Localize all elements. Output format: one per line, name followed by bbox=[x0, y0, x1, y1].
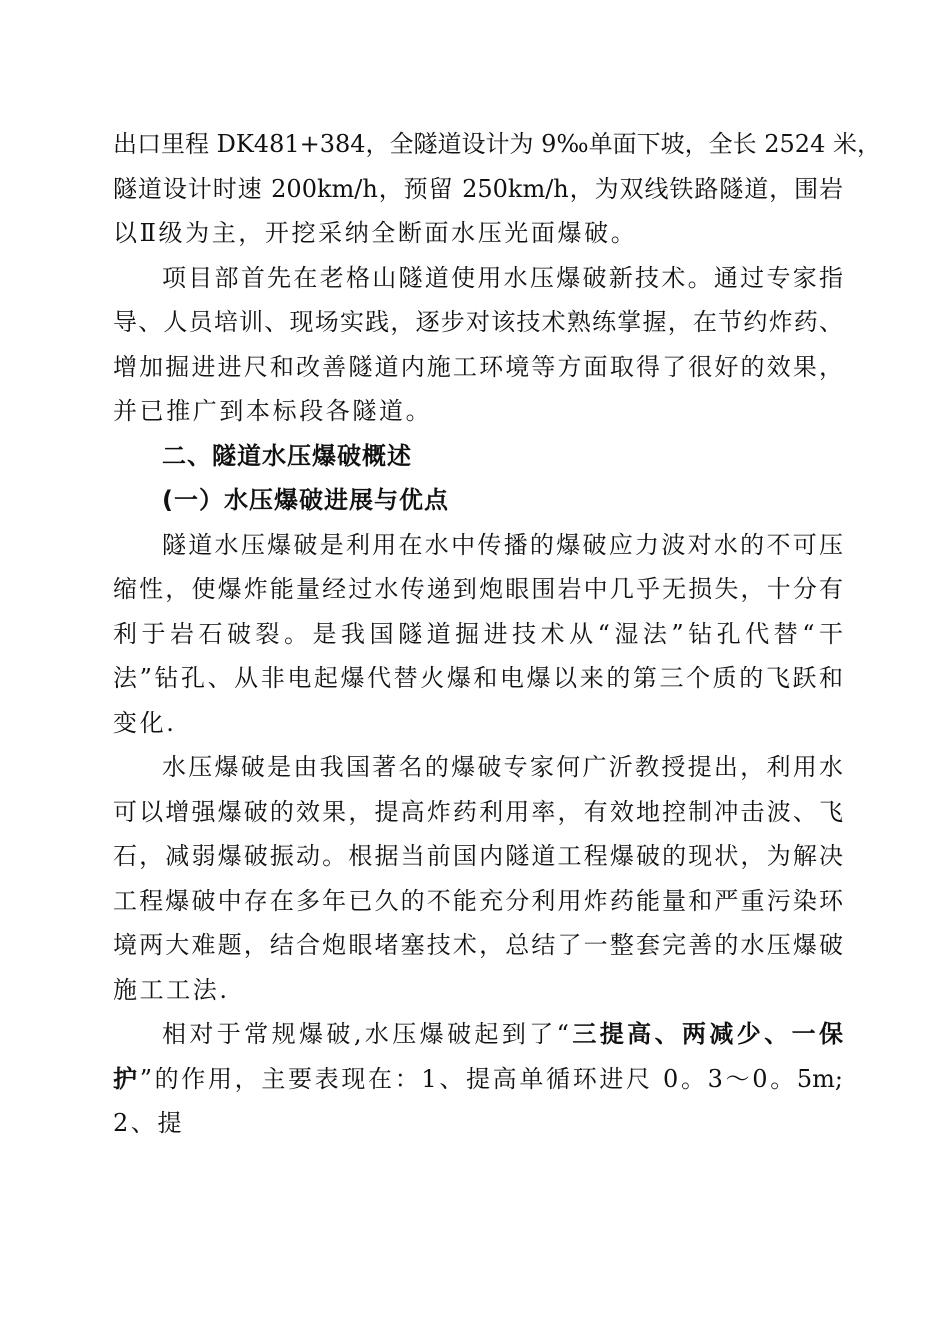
paragraph-project-intro bbox=[113, 256, 843, 434]
paragraph-water-pressure-blasting-origin bbox=[113, 745, 843, 1012]
text-run: ”的作用，主要表现在：1、提高单循环进尺 0。3～0。5m; bbox=[139, 1064, 844, 1093]
text-line: 以Ⅱ级为主，开挖采纳全断面水压光面爆破。 bbox=[113, 219, 638, 247]
text-line bbox=[113, 1012, 843, 1057]
paragraph-advantages bbox=[113, 1012, 843, 1146]
text-line: 利于岩石破裂。是我国隧道掘进技术从“湿法”钻孔代替“干 bbox=[113, 619, 843, 648]
paragraph-tunnel-specs bbox=[113, 122, 881, 256]
text-line: 缩性，使爆炸能量经过水传递到炮眼围岩中几乎无损失，十分有 bbox=[113, 575, 843, 603]
text-line: 2、提 bbox=[113, 1109, 185, 1137]
text-line: 水压爆破是由我国著名的爆破专家何广沂教授提出，利用水 bbox=[162, 753, 843, 781]
emphasis-text: 三提高、两减少、一保 bbox=[568, 1020, 844, 1048]
subsection-heading: (一）水压爆破进展与优点 bbox=[162, 486, 449, 514]
section-heading: 二、隧道水压爆破概述 bbox=[162, 441, 412, 470]
text-line: 石，减弱爆破振动。根据当前国内隧道工程爆破的现状，为解决 bbox=[113, 842, 843, 870]
text-line: 境两大难题，结合炮眼堵塞技术，总结了一整套完善的水压爆破 bbox=[113, 931, 843, 959]
text-run: 相对于常规爆破,水压爆破起到了“ bbox=[162, 1020, 569, 1048]
paragraph-water-pressure-blasting-definition bbox=[113, 523, 843, 746]
text-line: 可以增强爆破的效果，提高炸药利用率，有效地控制冲击波、飞 bbox=[113, 797, 843, 826]
document-body bbox=[113, 122, 881, 1146]
text-line: 法”钻孔、从非电起爆代替火爆和电爆以来的第三个质的飞跃和 bbox=[113, 664, 843, 692]
text-line: 变化. bbox=[113, 708, 177, 737]
text-line: 并已推广到本标段各隧道。 bbox=[113, 397, 433, 425]
text-line: 增加掘进进尺和改善隧道内施工环境等方面取得了很好的效果， bbox=[113, 352, 843, 381]
text-line: 导、人员培训、现场实践，逐步对该技术熟练掌握，在节约炸药、 bbox=[113, 308, 843, 336]
emphasis-text: 护 bbox=[113, 1064, 140, 1093]
text-line bbox=[113, 1057, 843, 1102]
text-line: 施工工法. bbox=[113, 975, 230, 1004]
text-line: 隧道设计时速 200km/h，预留 250km/h，为双线铁路隧道，围岩 bbox=[113, 174, 843, 203]
text-line: 项目部首先在老格山隧道使用水压爆破新技术。通过专家指 bbox=[162, 263, 843, 292]
text-line: 工程爆破中存在多年已久的不能充分利用炸药能量和严重污染环 bbox=[113, 886, 843, 915]
text-line: 出口里程 DK481+384，全隧道设计为 9‰单面下坡，全长 2524 米， bbox=[113, 130, 881, 158]
text-line: 隧道水压爆破是利用在水中传播的爆破应力波对水的不可压 bbox=[162, 530, 843, 559]
